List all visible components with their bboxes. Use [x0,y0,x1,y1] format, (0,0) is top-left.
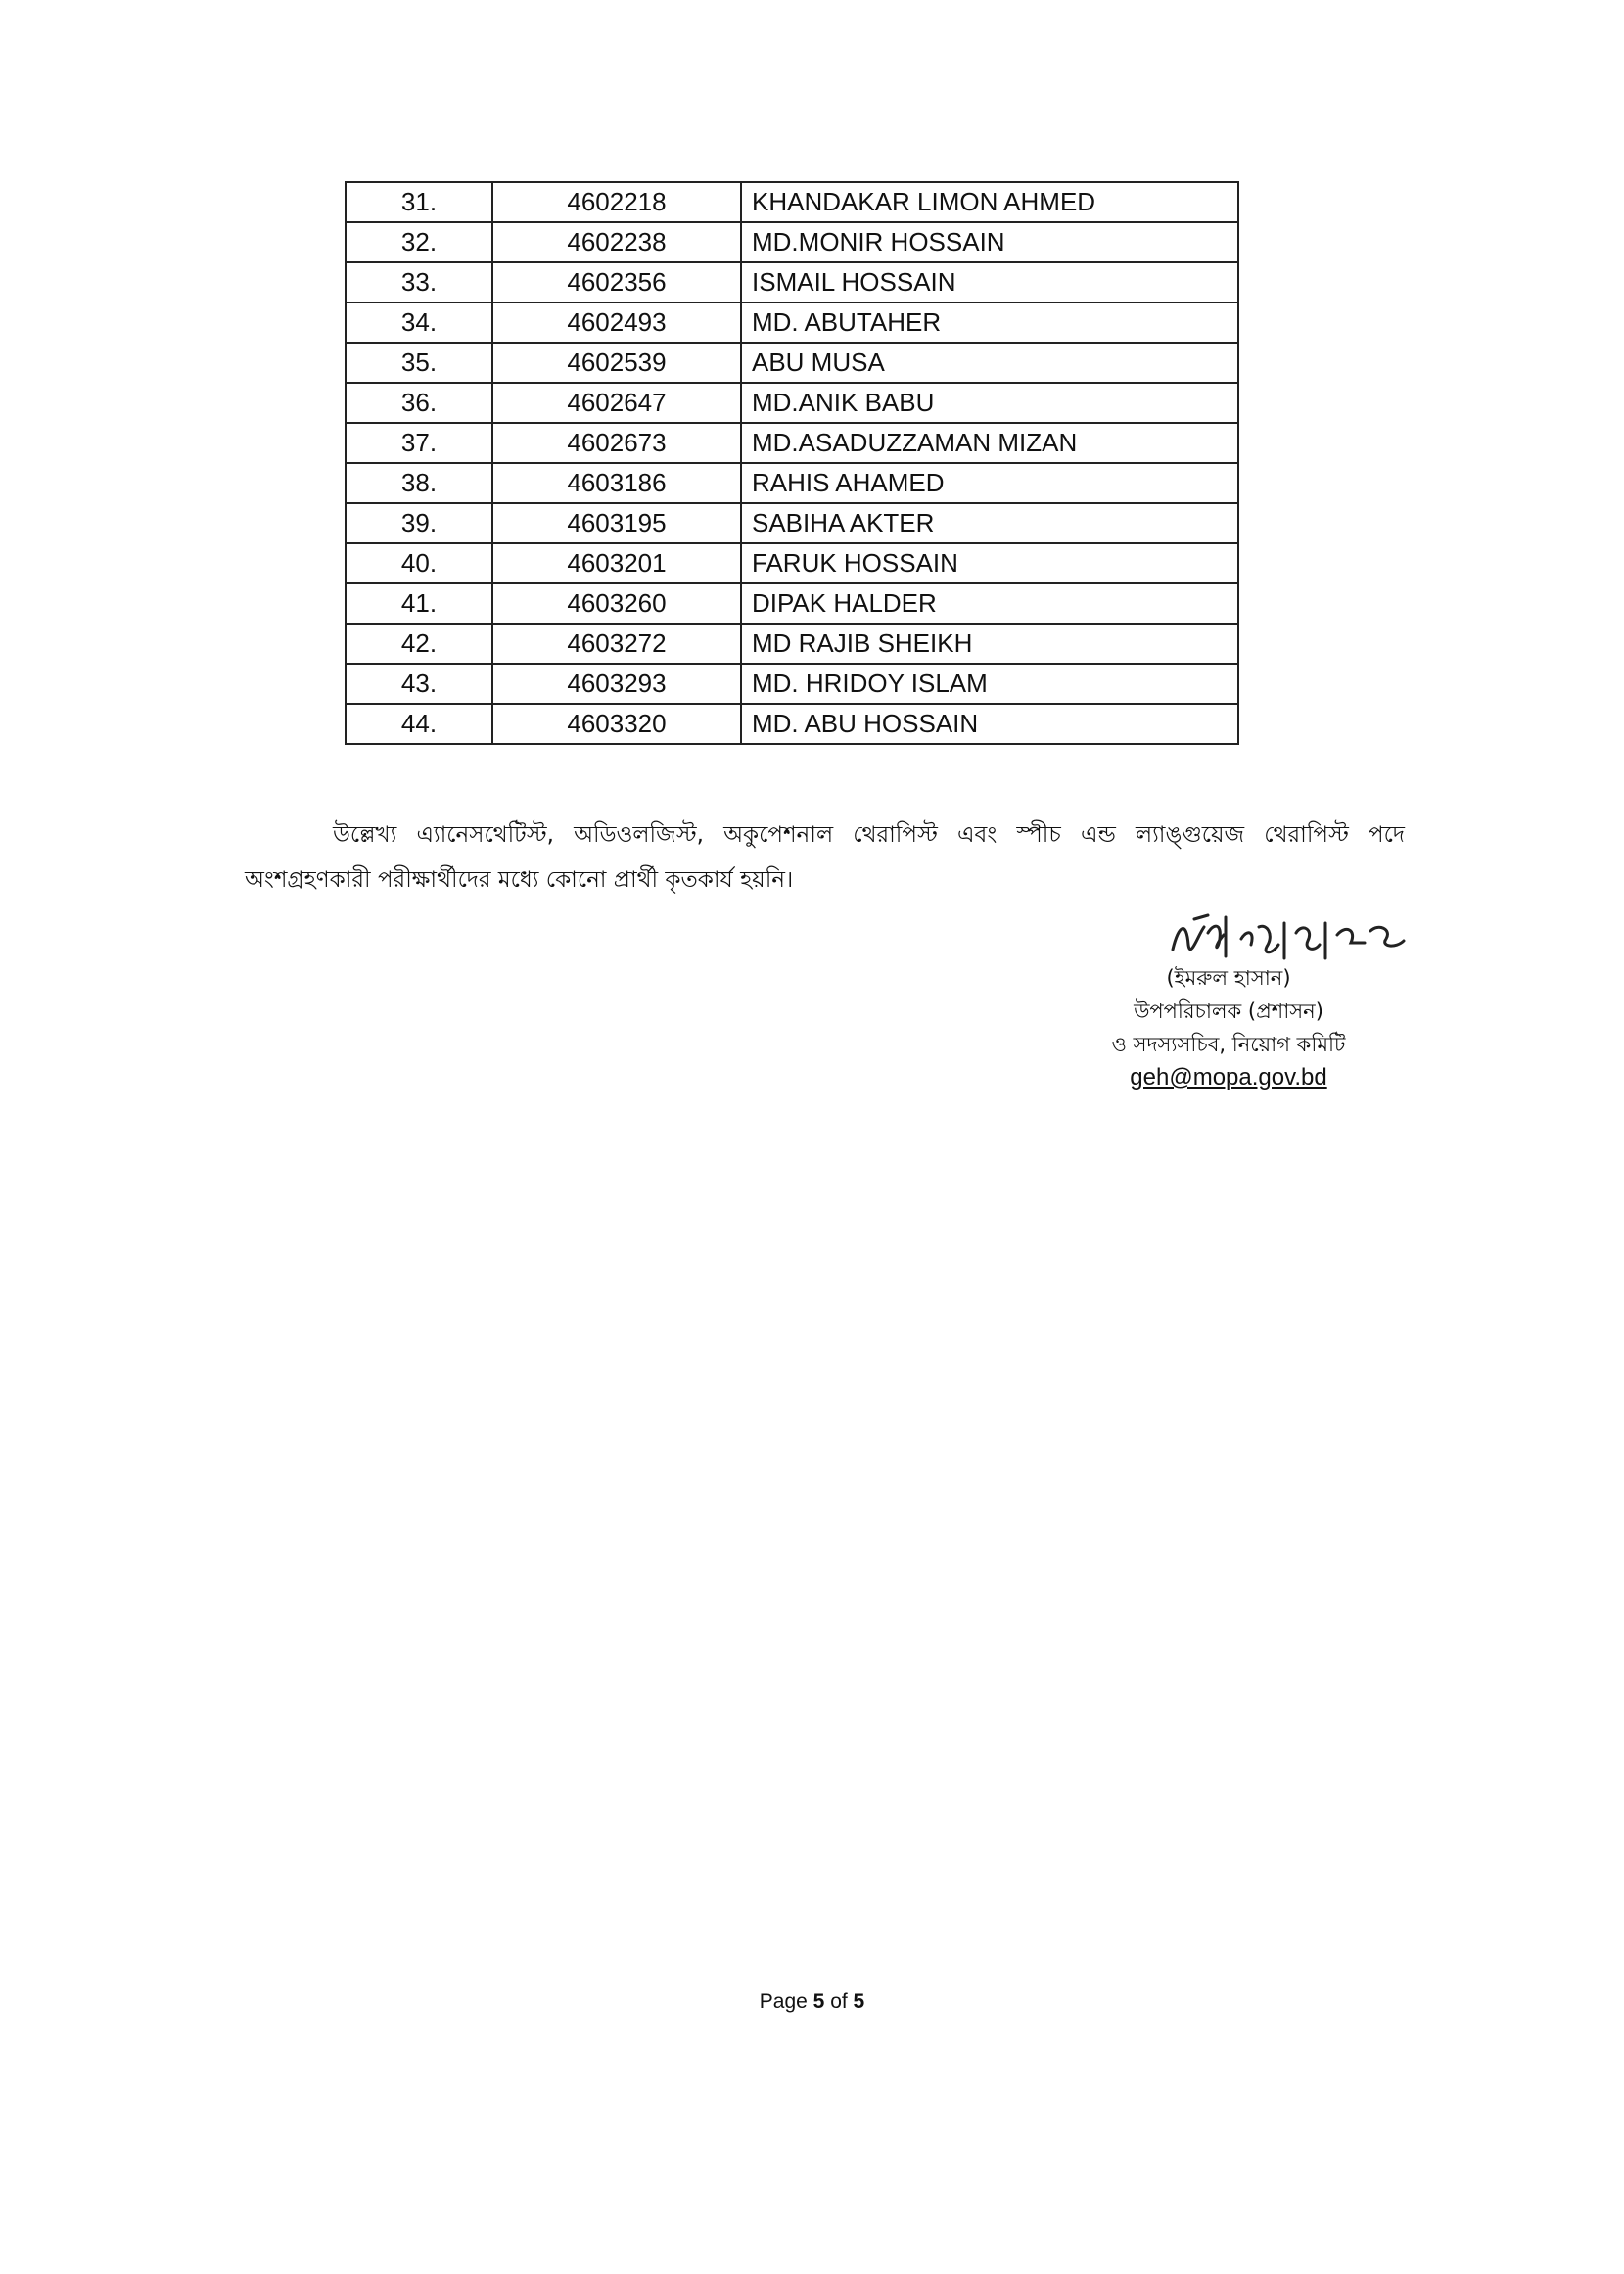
roll-cell: 4603320 [492,704,741,744]
roll-cell: 4602356 [492,262,741,302]
name-cell: ABU MUSA [741,343,1238,383]
name-cell: MD.ANIK BABU [741,383,1238,423]
name-cell: RAHIS AHAMED [741,463,1238,503]
roll-cell: 4602647 [492,383,741,423]
serial-cell: 37. [346,423,492,463]
table-row [346,423,1238,463]
table-row [346,624,1238,664]
table-row [346,463,1238,503]
name-cell: SABIHA AKTER [741,503,1238,543]
serial-cell: 36. [346,383,492,423]
roll-cell: 4602238 [492,222,741,262]
table-row [346,383,1238,423]
serial-cell: 32. [346,222,492,262]
table-row [346,262,1238,302]
serial-cell: 43. [346,664,492,704]
table-row [346,343,1238,383]
serial-cell: 38. [346,463,492,503]
roll-cell: 4603201 [492,543,741,583]
name-cell: DIPAK HALDER [741,583,1238,624]
serial-cell: 33. [346,262,492,302]
signer-role: ও সদস্যসচিব, নিয়োগ কমিটি [1111,1033,1346,1056]
page-footer [0,1990,1624,2014]
signer-designation: উপপরিচালক (প্রশাসন) [1134,999,1323,1023]
name-cell: KHANDAKAR LIMON AHMED [741,182,1238,222]
name-cell: MD RAJIB SHEIKH [741,624,1238,664]
name-cell: MD. ABU HOSSAIN [741,704,1238,744]
serial-cell: 39. [346,503,492,543]
table-row [346,543,1238,583]
name-cell: MD.MONIR HOSSAIN [741,222,1238,262]
roll-cell: 4603186 [492,463,741,503]
roll-cell: 4602493 [492,302,741,343]
results-table [345,181,1239,745]
serial-cell: 42. [346,624,492,664]
roll-cell: 4602218 [492,182,741,222]
serial-cell: 40. [346,543,492,583]
table-row [346,302,1238,343]
roll-cell: 4603260 [492,583,741,624]
serial-cell: 41. [346,583,492,624]
table-row [346,583,1238,624]
results-table-body [346,182,1238,744]
footer-total-pages: 5 [853,1990,865,2013]
name-cell: ISMAIL HOSSAIN [741,262,1238,302]
footer-prefix: Page [759,1990,808,2013]
table-row [346,182,1238,222]
name-cell: FARUK HOSSAIN [741,543,1238,583]
signature-block [1038,961,1419,1094]
table-row [346,503,1238,543]
signer-email-link[interactable]: geh@mopa.gov.bd [1130,1064,1327,1091]
serial-cell: 44. [346,704,492,744]
signer-name: (ইমরুল হাসান) [1166,966,1291,990]
serial-cell: 35. [346,343,492,383]
name-cell: MD.ASADUZZAMAN MIZAN [741,423,1238,463]
footer-current-page: 5 [812,1990,825,2013]
roll-cell: 4602539 [492,343,741,383]
name-cell: MD. HRIDOY ISLAM [741,664,1238,704]
name-cell: MD. ABUTAHER [741,302,1238,343]
table-row [346,704,1238,744]
roll-cell: 4603272 [492,624,741,664]
note-paragraph: উল্লেখ্য এ্যানেসথেটিস্ট, অডিওলজিস্ট, অকুপেশনাল থেরাপিস্ট এবং স্পীচ এন্ড ল্যাঙ্গুয়েজ থেরাপিস্ট পদে অংশগ্রহণকারী পরীক্ষার্থীদের মধ্যে কোনো প্রার্থী কৃতকার্য হয়নি। [245,822,1405,893]
roll-cell: 4602673 [492,423,741,463]
roll-cell: 4603195 [492,503,741,543]
serial-cell: 31. [346,182,492,222]
table-row [346,664,1238,704]
serial-cell: 34. [346,302,492,343]
roll-cell: 4603293 [492,664,741,704]
table-row [346,222,1238,262]
footer-of: of [830,1990,848,2013]
